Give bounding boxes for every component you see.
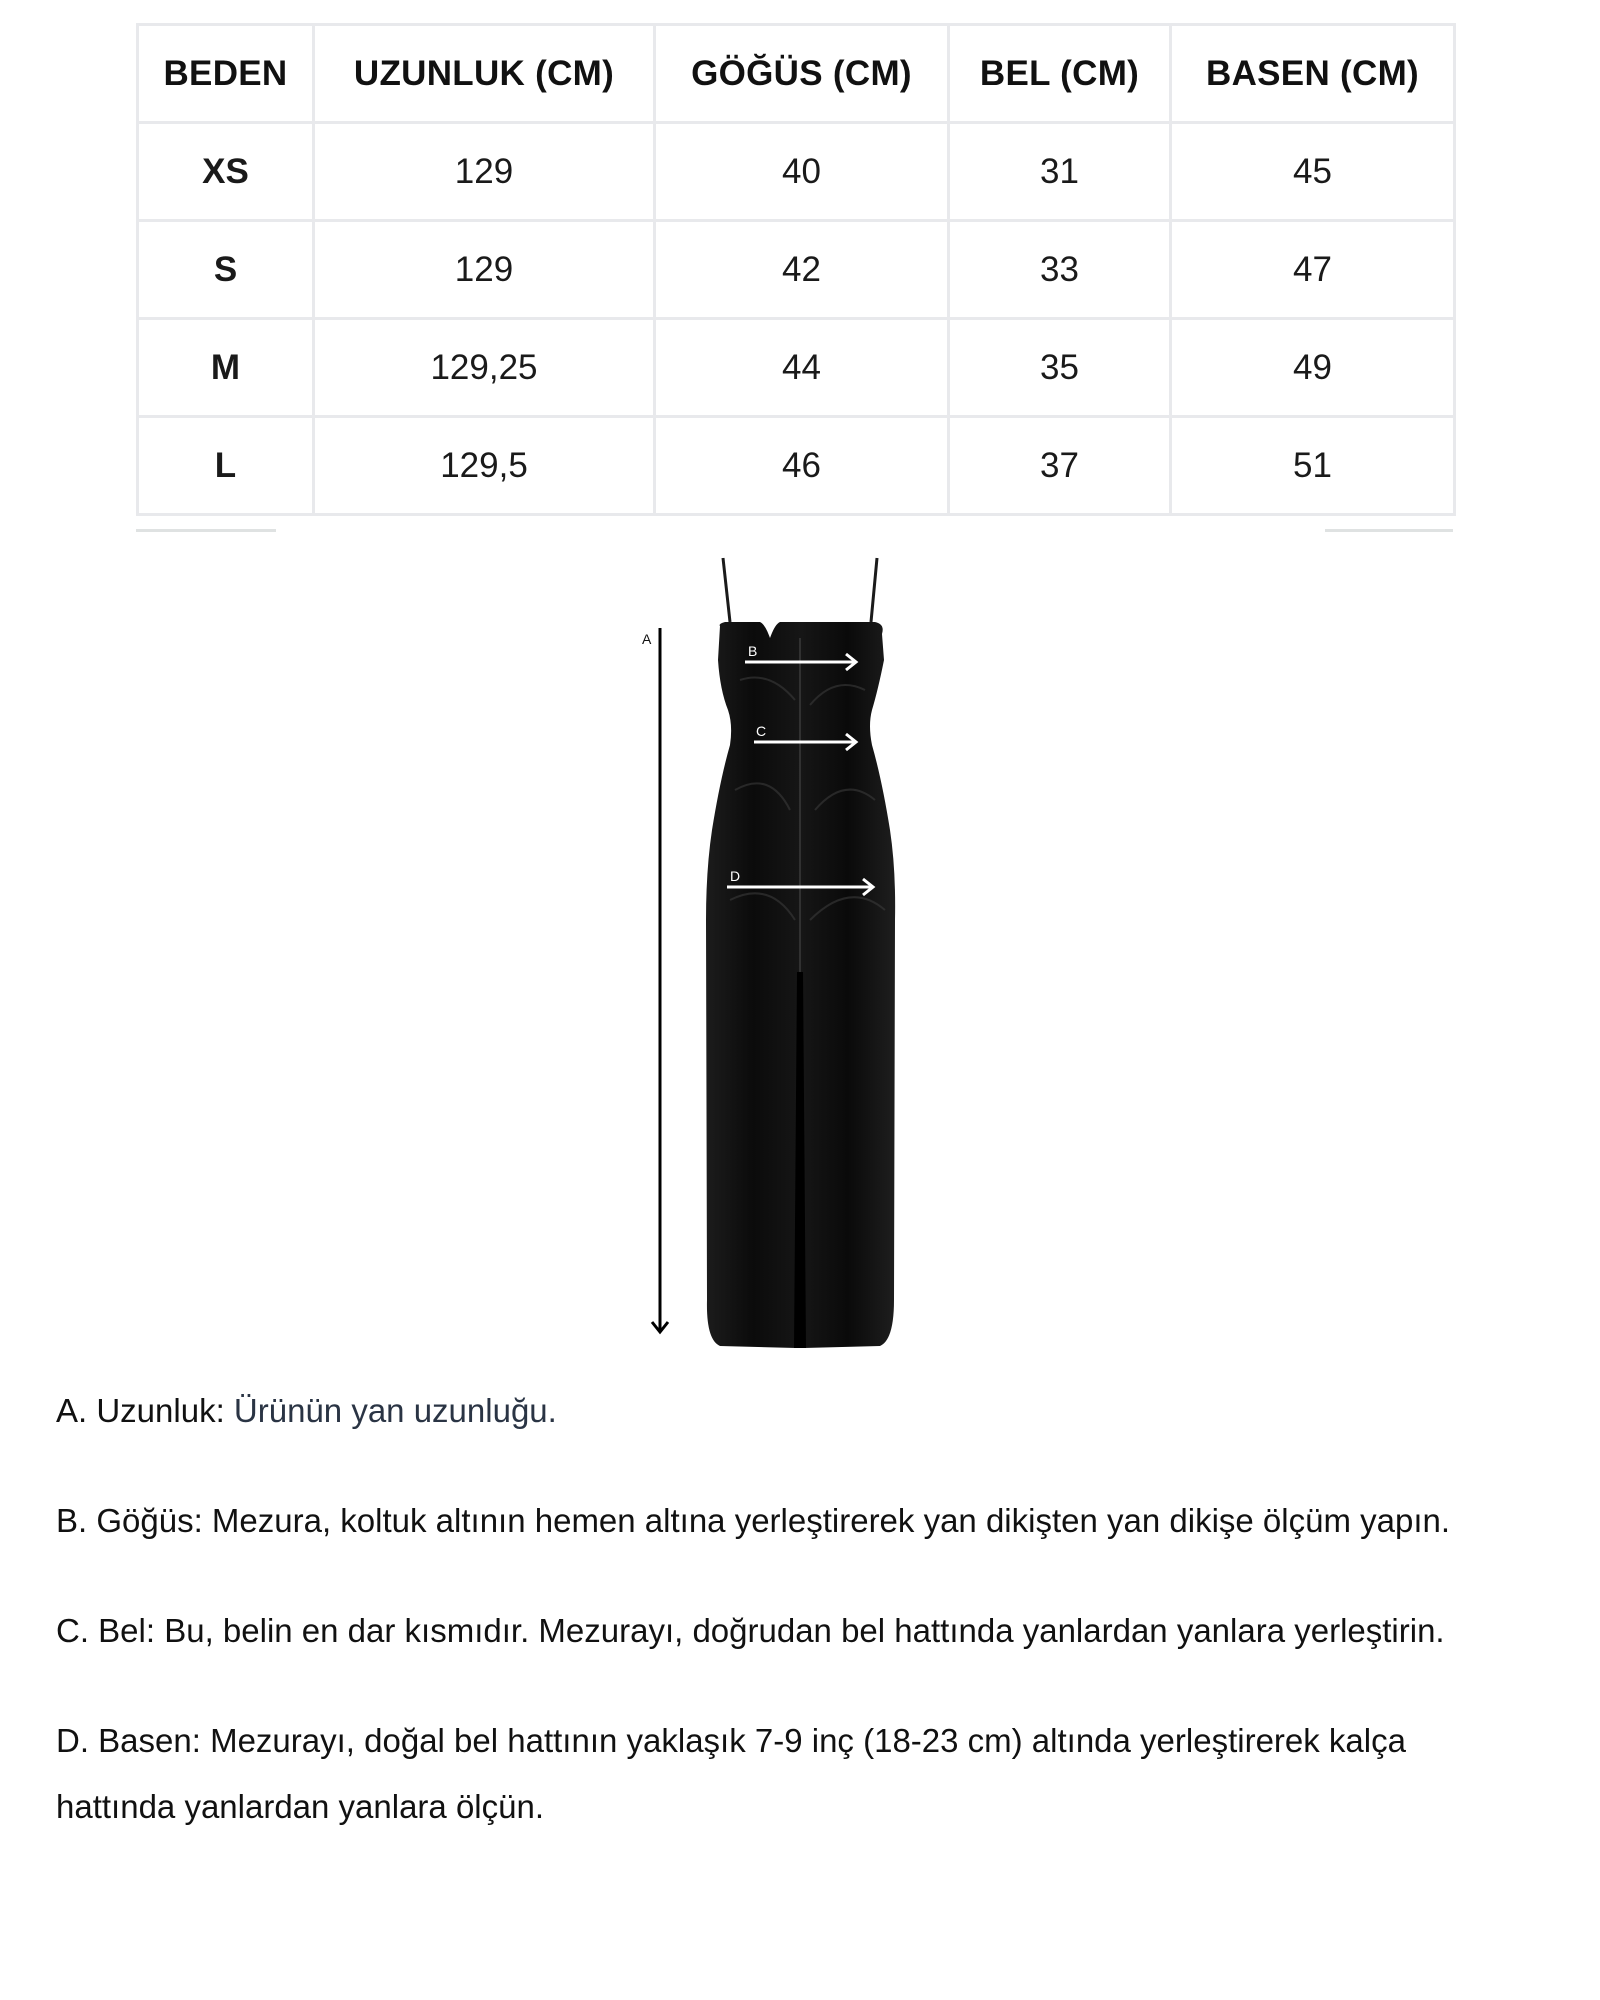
guide-hip-text: Mezurayı, doğal bel hattının yaklaşık 7-9 inç (18-23 cm) altında yerleştirerek kalça hattında yanlardan yanlara ölçün. (56, 1722, 1406, 1825)
size-chart-table (136, 23, 1456, 516)
cell-length: 129 (314, 221, 655, 319)
header-length: UZUNLUK (CM) (314, 25, 655, 123)
guide-chest (56, 1488, 1546, 1554)
guide-length (56, 1378, 1556, 1444)
cell-chest: 42 (655, 221, 949, 319)
header-waist: BEL (CM) (949, 25, 1171, 123)
guide-waist-label: C. Bel: (56, 1612, 156, 1649)
cell-size: XS (138, 123, 314, 221)
marker-d: D (730, 868, 741, 884)
cell-length: 129 (314, 123, 655, 221)
cell-size: L (138, 417, 314, 515)
table-row (138, 319, 1455, 417)
cell-length: 129,5 (314, 417, 655, 515)
cell-waist: 31 (949, 123, 1171, 221)
cell-hip: 45 (1171, 123, 1455, 221)
guide-waist-text: Bu, belin en dar kısmıdır. Mezurayı, doğrudan bel hattında yanlardan yanlara yerleştirin. (164, 1612, 1445, 1649)
header-size: BEDEN (138, 25, 314, 123)
cell-length: 129,25 (314, 319, 655, 417)
cell-waist: 33 (949, 221, 1171, 319)
measurement-guide (56, 1378, 1556, 1884)
cell-chest: 40 (655, 123, 949, 221)
cell-chest: 46 (655, 417, 949, 515)
cell-size: S (138, 221, 314, 319)
marker-c: C (756, 723, 767, 739)
guide-waist (56, 1598, 1476, 1664)
guide-length-label: A. Uzunluk: (56, 1392, 225, 1429)
table-bottom-accent-right (1325, 529, 1453, 532)
cell-hip: 47 (1171, 221, 1455, 319)
table-header-row (138, 25, 1455, 123)
cell-hip: 51 (1171, 417, 1455, 515)
guide-length-text: Ürünün yan uzunluğu. (233, 1392, 557, 1429)
header-chest: GÖĞÜS (CM) (655, 25, 949, 123)
guide-hip (56, 1708, 1526, 1840)
table-row (138, 221, 1455, 319)
dress-measurement-diagram (620, 540, 920, 1360)
cell-chest: 44 (655, 319, 949, 417)
header-hip: BASEN (CM) (1171, 25, 1455, 123)
guide-hip-label: D. Basen: (56, 1722, 201, 1759)
marker-a: A (642, 631, 652, 647)
cell-waist: 35 (949, 319, 1171, 417)
cell-size: M (138, 319, 314, 417)
table-bottom-accent-left (136, 529, 276, 532)
guide-chest-label: B. Göğüs: (56, 1502, 203, 1539)
cell-waist: 37 (949, 417, 1171, 515)
dress-illustration (620, 540, 920, 1360)
length-arrow-icon (652, 628, 668, 1332)
table-row (138, 123, 1455, 221)
cell-hip: 49 (1171, 319, 1455, 417)
table-row (138, 417, 1455, 515)
marker-b: B (748, 643, 758, 659)
guide-chest-text: Mezura, koltuk altının hemen altına yerleştirerek yan dikişten yan dikişe ölçüm yapın. (211, 1502, 1451, 1539)
